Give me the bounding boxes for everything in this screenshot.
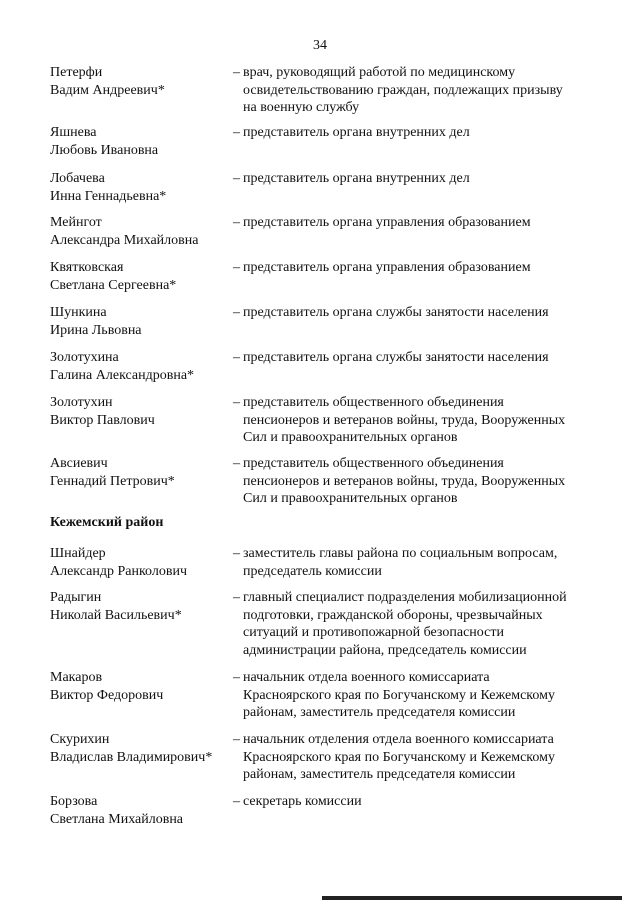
member-surname: Квятковская	[50, 260, 124, 275]
role-line: на военную службу	[243, 100, 360, 115]
role-line: Красноярского края по Богучанскому и Кежемскому	[243, 749, 555, 765]
member-name	[50, 545, 235, 580]
role-line: заместитель главы района по социальным вопросам,	[243, 546, 558, 561]
role-line: представитель органа службы занятости населения	[243, 350, 549, 365]
role-line: главный специалист подразделения мобилизационной	[243, 590, 567, 605]
member-given-names: Любовь Ивановна	[50, 142, 159, 158]
role-line: секретарь комиссии	[243, 794, 362, 809]
role-dash: –	[233, 546, 240, 561]
member-given-names: Галина Александровна*	[50, 367, 195, 383]
role-dash: –	[233, 171, 240, 186]
role-line: врач, руководящий работой по медицинскому	[243, 65, 516, 80]
role-dash: –	[233, 215, 240, 230]
member-given-names: Вадим Андреевич*	[50, 82, 165, 98]
role-dash: –	[233, 65, 240, 80]
member-name	[50, 214, 235, 249]
page-number: 34	[313, 38, 327, 53]
member-given-names: Николай Васильевич*	[50, 607, 182, 623]
scan-edge-mark	[322, 896, 622, 900]
member-given-names: Ирина Львовна	[50, 322, 142, 338]
member-given-names: Инна Геннадьевна*	[50, 188, 167, 204]
member-role	[233, 545, 613, 580]
member-surname: Радыгин	[50, 590, 102, 605]
member-name	[50, 731, 235, 766]
member-given-names: Александра Михайловна	[50, 232, 199, 248]
member-role	[233, 259, 613, 277]
role-dash: –	[233, 670, 240, 685]
role-dash: –	[233, 395, 240, 410]
role-line: председатель комиссии	[243, 563, 382, 579]
role-dash: –	[233, 732, 240, 747]
member-role	[233, 455, 613, 508]
member-role	[233, 124, 613, 142]
member-role	[233, 394, 613, 447]
member-role	[233, 170, 613, 188]
member-given-names: Александр Ранколович	[50, 563, 188, 579]
member-surname: Борзова	[50, 794, 98, 809]
member-given-names: Светлана Михайловна	[50, 811, 184, 827]
role-line: представитель органа службы занятости населения	[243, 305, 549, 320]
role-line: районам, заместитель председателя комиссии	[243, 705, 516, 720]
member-surname: Мейнгот	[50, 215, 102, 230]
member-surname: Шункина	[50, 305, 107, 320]
member-surname: Скурихин	[50, 732, 110, 747]
member-role	[233, 214, 613, 232]
section-heading-kezhemsky: Кежемский район	[50, 515, 164, 530]
role-line: Красноярского края по Богучанскому и Кежемскому	[243, 687, 555, 703]
role-line: начальник отдела военного комиссариата	[243, 670, 490, 685]
role-line: пенсионеров и ветеранов войны, труда, Вооруженных	[243, 473, 566, 489]
member-given-names: Виктор Павлович	[50, 412, 155, 428]
member-name	[50, 394, 235, 429]
role-line: представитель органа внутренних дел	[243, 125, 470, 140]
member-role	[233, 64, 613, 117]
role-line: представитель органа внутренних дел	[243, 171, 470, 186]
role-line: районам, заместитель председателя комиссии	[243, 767, 516, 782]
role-dash: –	[233, 260, 240, 275]
member-surname: Яшнева	[50, 125, 97, 140]
member-role	[233, 304, 613, 322]
member-surname: Макаров	[50, 670, 103, 685]
role-line: начальник отделения отдела военного комиссариата	[243, 732, 554, 747]
member-role	[233, 349, 613, 367]
role-dash: –	[233, 590, 240, 605]
role-line: освидетельствованию граждан, подлежащих призыву	[243, 82, 563, 98]
member-name	[50, 64, 235, 99]
role-line: представитель органа управления образованием	[243, 215, 531, 230]
member-name	[50, 170, 235, 205]
role-line: ситуаций и противопожарной безопасности	[243, 625, 504, 640]
role-dash: –	[233, 794, 240, 809]
member-given-names: Геннадий Петрович*	[50, 473, 175, 489]
member-role	[233, 731, 613, 784]
member-name	[50, 669, 235, 704]
role-line: представитель общественного объединения	[243, 456, 504, 471]
member-name	[50, 124, 235, 159]
role-dash: –	[233, 456, 240, 471]
member-role	[233, 589, 613, 659]
role-line: представитель органа управления образованием	[243, 260, 531, 275]
member-name	[50, 349, 235, 384]
member-surname: Золотухин	[50, 395, 113, 410]
member-surname: Шнайдер	[50, 546, 106, 561]
member-role	[233, 669, 613, 722]
role-line: администрации района, председатель комиссии	[243, 642, 527, 658]
role-line: пенсионеров и ветеранов войны, труда, Вооруженных	[243, 412, 566, 428]
member-surname: Золотухина	[50, 350, 119, 365]
member-given-names: Владислав Владимирович*	[50, 749, 213, 765]
role-line: представитель общественного объединения	[243, 395, 504, 410]
role-line: Сил и правоохранительных органов	[243, 491, 458, 506]
member-surname: Петерфи	[50, 65, 103, 80]
member-role	[233, 793, 613, 811]
member-name	[50, 589, 235, 624]
member-name	[50, 793, 235, 828]
role-line: подготовки, гражданской обороны, чрезвычайных	[243, 607, 543, 623]
role-dash: –	[233, 125, 240, 140]
role-dash: –	[233, 305, 240, 320]
member-name	[50, 304, 235, 339]
member-given-names: Светлана Сергеевна*	[50, 277, 177, 293]
member-given-names: Виктор Федорович	[50, 687, 164, 703]
role-dash: –	[233, 350, 240, 365]
member-surname: Авсиевич	[50, 456, 108, 471]
member-name	[50, 455, 235, 490]
member-surname: Лобачева	[50, 171, 105, 186]
member-name	[50, 259, 235, 294]
role-line: Сил и правоохранительных органов	[243, 430, 458, 445]
